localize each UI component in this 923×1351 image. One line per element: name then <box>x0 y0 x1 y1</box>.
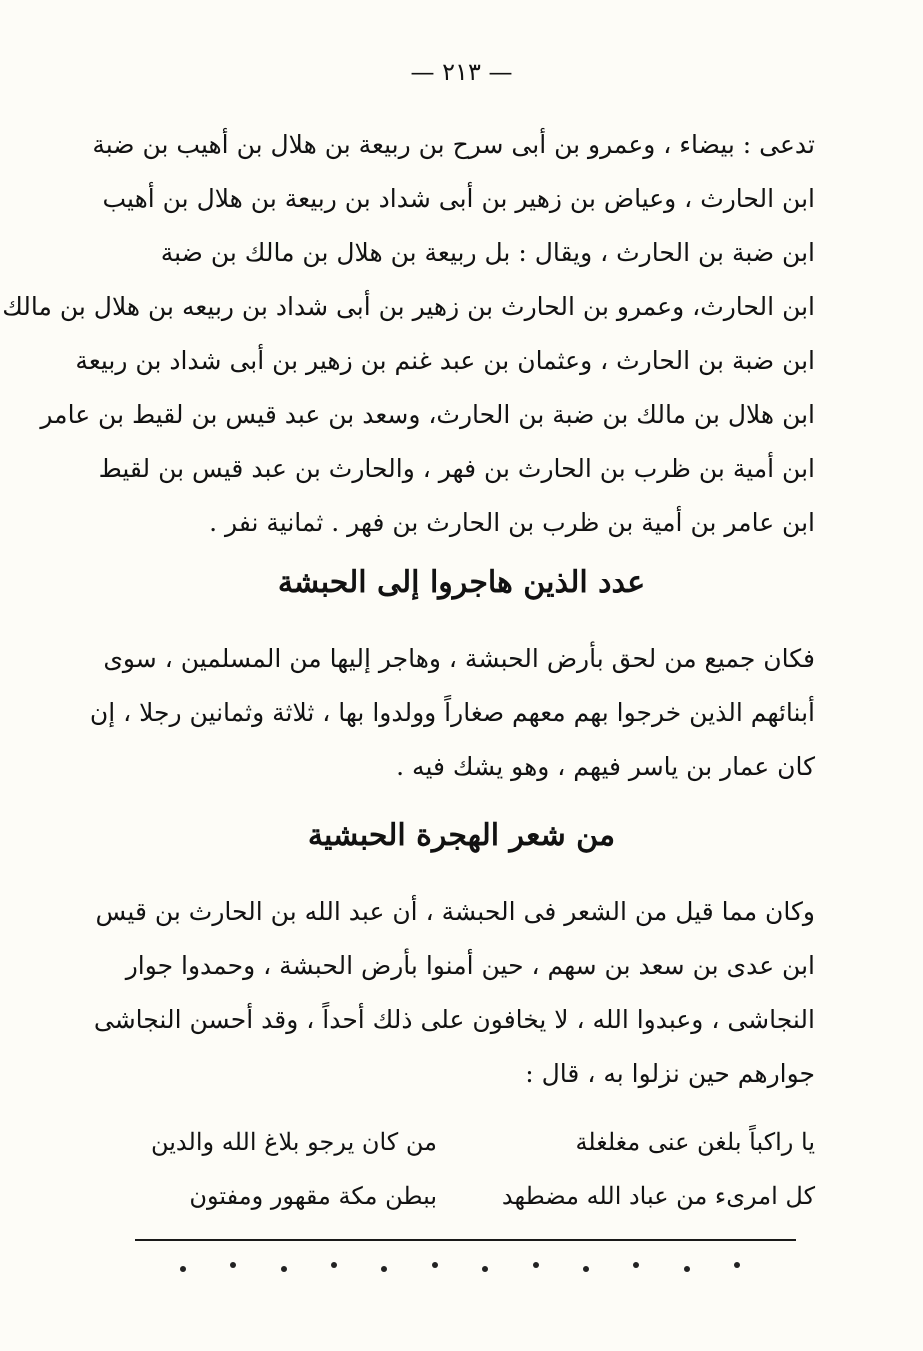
text-line: فكان جميع من لحق بأرض الحبشة ، وهاجر إليها من المسلمين ، سوى <box>103 644 815 673</box>
text-line: وكان مما قيل من الشعر فى الحبشة ، أن عبد الله بن الحارث بن قيس <box>95 897 815 926</box>
page-number: — ٢١٣ — <box>410 58 513 86</box>
text-line: ابن عدى بن سعد بن سهم ، حين أمنوا بأرض الحبشة ، وحمدوا جوار <box>125 951 815 980</box>
paragraph-companions-list <box>2 118 815 550</box>
dot <box>230 1262 236 1268</box>
dot <box>180 1266 186 1272</box>
footnote-dots <box>180 1262 740 1268</box>
section-heading-emigrants-count: عدد الذين هاجروا إلى الحبشة <box>277 565 646 600</box>
section-heading-poetry: من شعر الهجرة الحبشية <box>307 818 616 853</box>
poem-verse <box>115 1169 815 1223</box>
text-line: جوارهم حين نزلوا به ، قال : <box>525 1059 815 1088</box>
dot <box>432 1262 438 1268</box>
poem-first-hemistich: يا راكباً بلغن عنى مغلغلة <box>575 1128 815 1156</box>
poem <box>115 1115 815 1223</box>
dot <box>583 1266 589 1272</box>
text-line: ابن عامر بن أمية بن ظرب بن الحارث بن فهر . ثمانية نفر . <box>209 508 815 537</box>
footnote-divider <box>135 1239 796 1241</box>
dot <box>734 1262 740 1268</box>
poem-second-hemistich: ببطن مكة مقهور ومفتون <box>189 1182 437 1210</box>
text-line: تدعى : بيضاء ، وعمرو بن أبى سرح بن ربيعة بن هلال بن أهيب بن ضبة <box>92 130 815 159</box>
dot <box>533 1262 539 1268</box>
text-line: كان عمار بن ياسر فيهم ، وهو يشك فيه . <box>396 752 815 781</box>
dot <box>482 1266 488 1272</box>
dot <box>381 1266 387 1272</box>
poem-first-hemistich: كل امرىء من عباد الله مضطهد <box>501 1182 815 1210</box>
text-line: ابن هلال بن مالك بن ضبة بن الحارث، وسعد بن عبد قيس بن لقيط بن عامر <box>40 400 815 429</box>
paragraph-emigrants-count <box>89 632 815 794</box>
text-line: أبنائهم الذين خرجوا بهم معهم صغاراً وولدوا بها ، ثلاثة وثمانين رجلا ، إن <box>89 698 815 727</box>
dot <box>331 1262 337 1268</box>
paragraph-poetry-intro <box>93 885 815 1101</box>
dot <box>633 1262 639 1268</box>
poem-verse <box>115 1115 815 1169</box>
text-line: ابن ضبة بن الحارث ، ويقال : بل ربيعة بن هلال بن مالك بن ضبة <box>160 238 815 267</box>
text-line: ابن الحارث، وعمرو بن الحارث بن زهير بن أبى شداد بن ربيعه بن هلال بن مالك <box>2 292 815 321</box>
dot <box>281 1266 287 1272</box>
text-line: النجاشى ، وعبدوا الله ، لا يخافون على ذلك أحداً ، وقد أحسن النجاشى <box>93 1005 815 1034</box>
poem-second-hemistich: من كان يرجو بلاغ الله والدين <box>150 1128 437 1156</box>
text-line: ابن أمية بن ظرب بن الحارث بن فهر ، والحارث بن عبد قيس بن لقيط <box>98 454 815 483</box>
dot <box>684 1266 690 1272</box>
text-line: ابن الحارث ، وعياض بن زهير بن أبى شداد بن ربيعة بن هلال بن أهيب <box>102 184 815 213</box>
text-line: ابن ضبة بن الحارث ، وعثمان بن عبد غنم بن زهير بن أبى شداد بن ربيعة <box>75 346 815 375</box>
